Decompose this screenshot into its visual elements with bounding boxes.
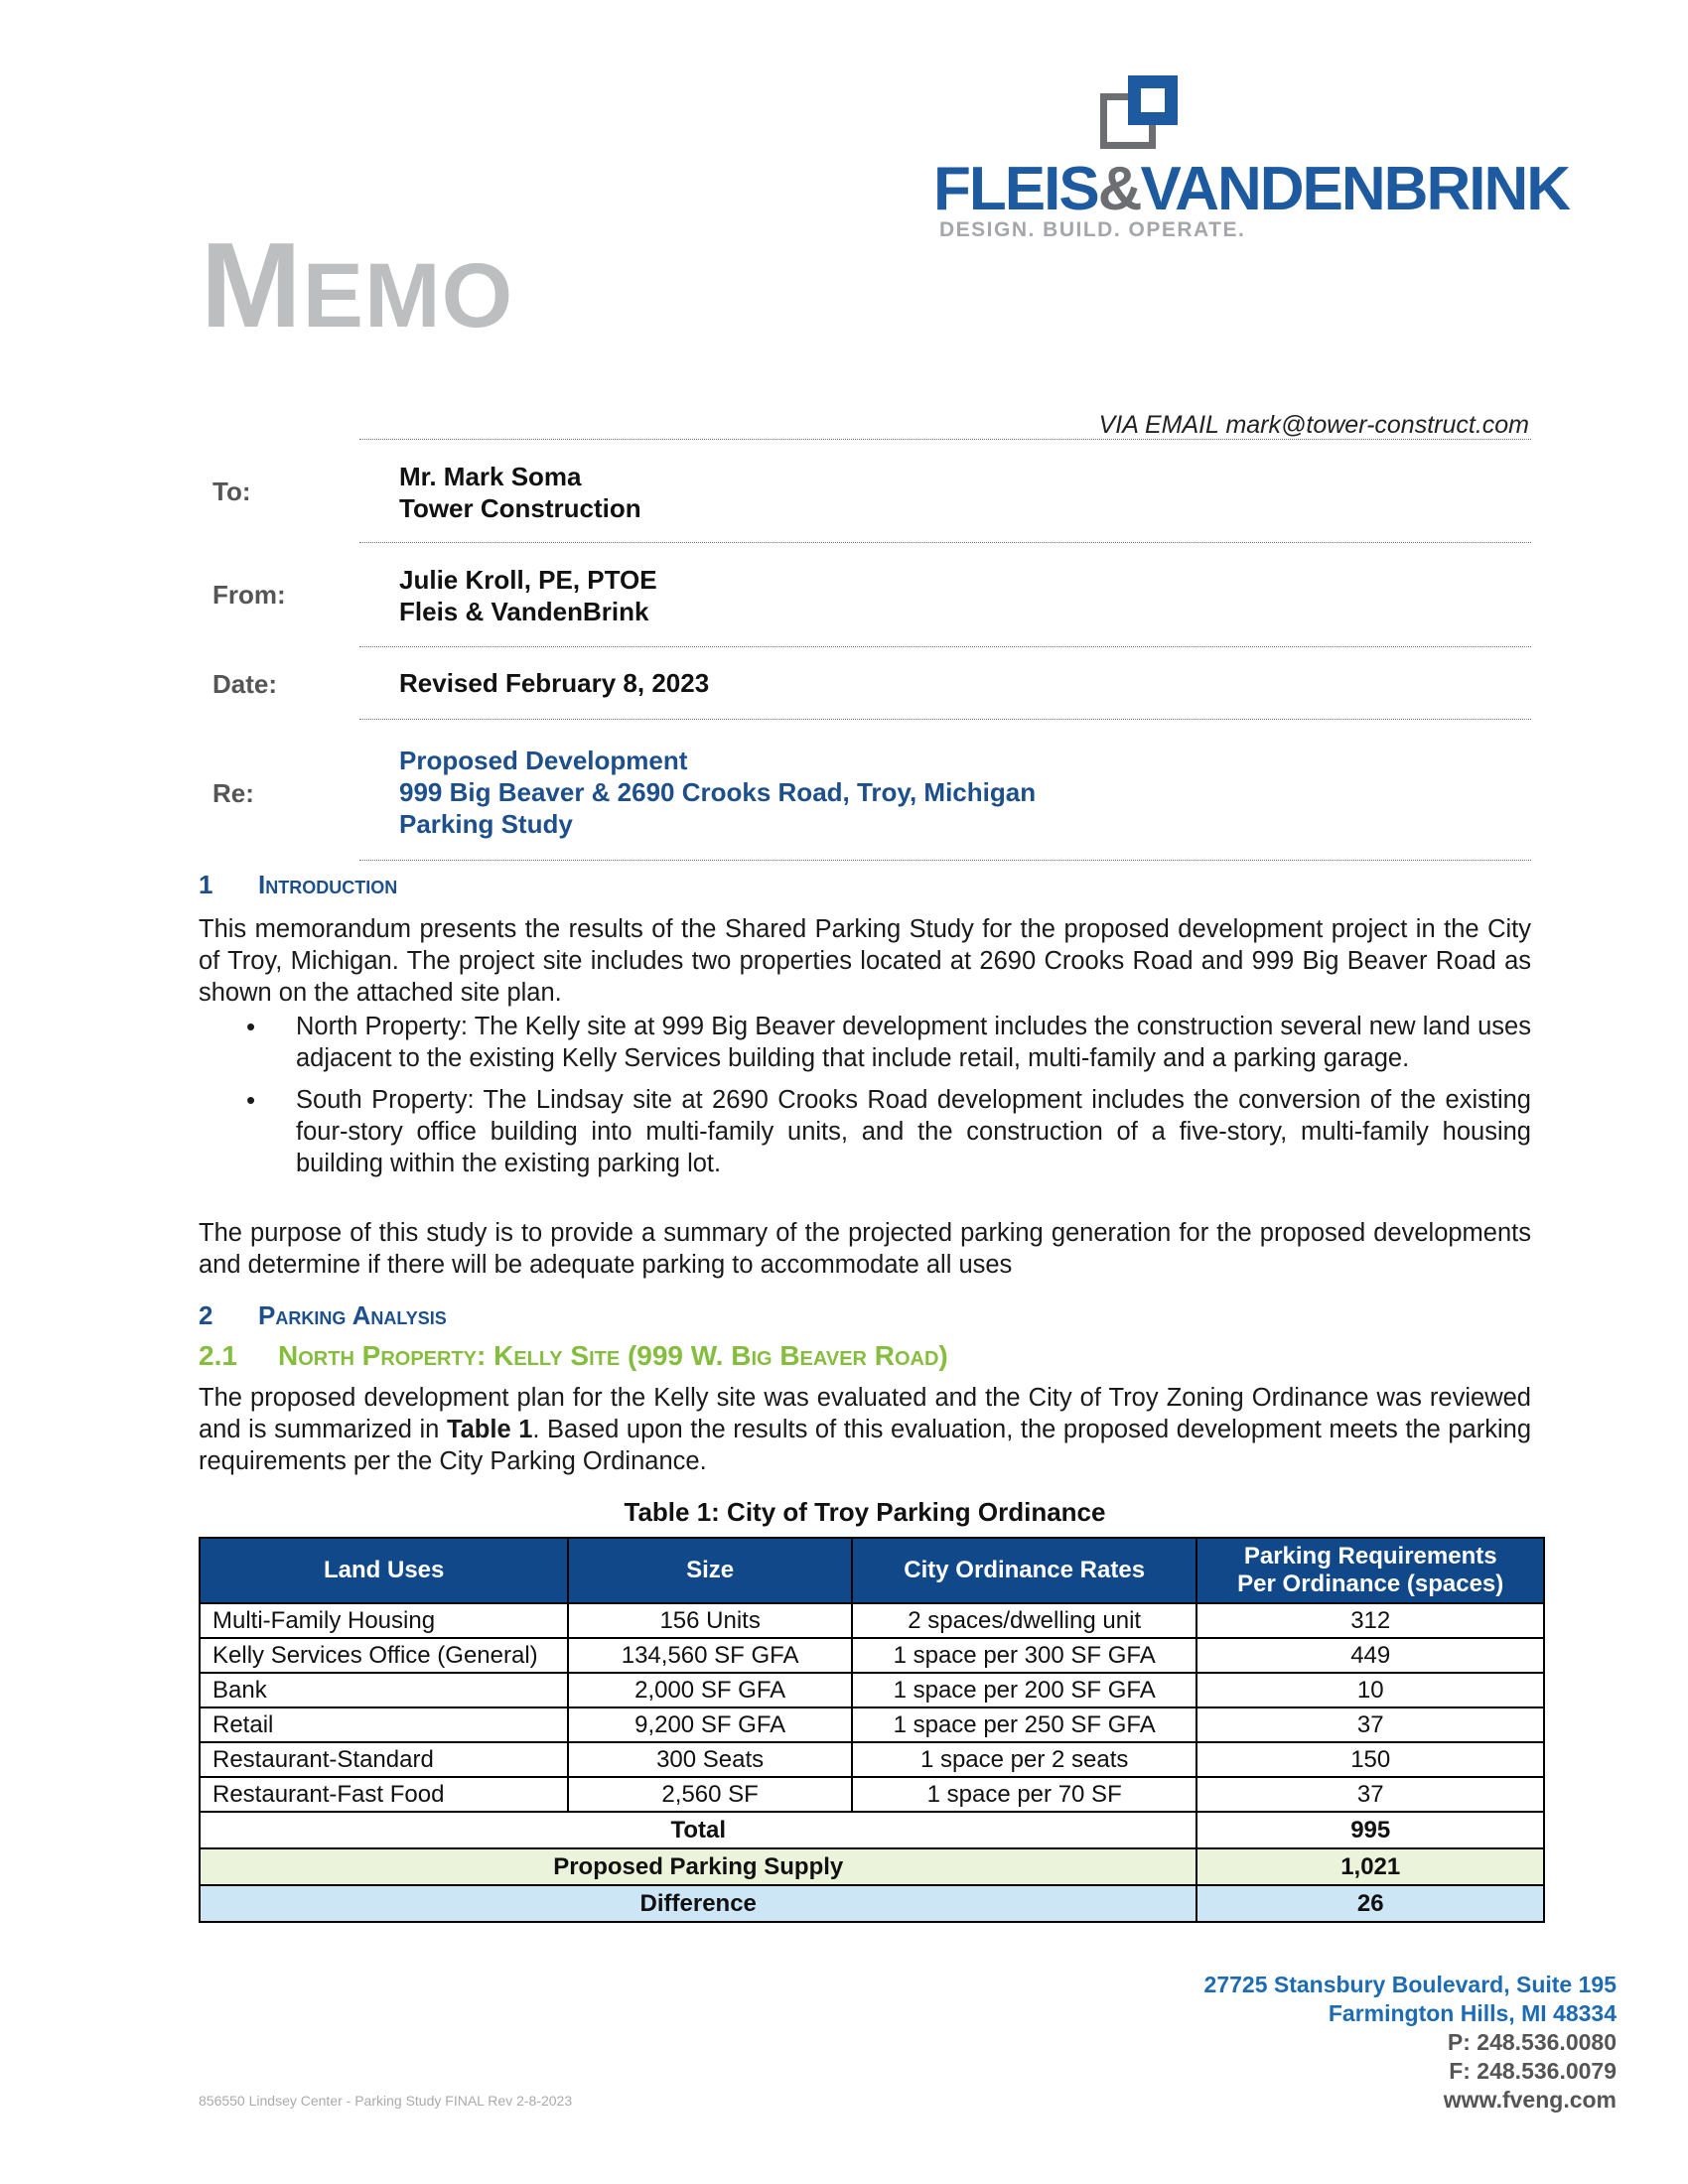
rate-cell: 1 space per 200 SF GFA xyxy=(852,1673,1197,1707)
size-cell: 134,560 SF GFA xyxy=(568,1638,852,1673)
via-email: VIA EMAIL mark@tower-construct.com xyxy=(1098,411,1529,439)
table-row xyxy=(200,1603,1544,1638)
rate-cell: 1 space per 250 SF GFA xyxy=(852,1707,1197,1742)
column-header: Parking Requirements Per Ordinance (spaces) xyxy=(1196,1538,1544,1603)
spaces-cell: 312 xyxy=(1196,1603,1544,1638)
logo-tagline: DESIGN. BUILD. OPERATE. xyxy=(939,218,1246,241)
company-address-block xyxy=(1204,1971,1617,2115)
to-label: To: xyxy=(212,477,251,506)
spaces-cell: 150 xyxy=(1196,1742,1544,1777)
supply-label: Proposed Parking Supply xyxy=(200,1848,1196,1885)
land-use-cell: Kelly Services Office (General) xyxy=(200,1638,568,1673)
phone-number: P: 248.536.0080 xyxy=(1447,2029,1617,2055)
size-cell: 2,560 SF xyxy=(568,1777,852,1812)
re-label: Re: xyxy=(212,778,254,808)
size-cell: 300 Seats xyxy=(568,1742,852,1777)
land-use-cell: Restaurant-Fast Food xyxy=(200,1777,568,1812)
header-divider xyxy=(359,860,1531,861)
column-header: Land Uses xyxy=(200,1538,568,1603)
land-use-cell: Restaurant-Standard xyxy=(200,1742,568,1777)
address-line: 27725 Stansbury Boulevard, Suite 195 xyxy=(1203,1972,1617,1997)
logo-wordmark: FLEIS&VANDENBRINK xyxy=(933,155,1569,223)
memo-title: MEMO xyxy=(201,217,514,352)
total-value: 995 xyxy=(1196,1812,1544,1848)
rate-cell: 1 space per 300 SF GFA xyxy=(852,1638,1197,1673)
header-divider xyxy=(359,542,1531,543)
rate-cell: 2 spaces/dwelling unit xyxy=(852,1603,1197,1638)
date-value: Revised February 8, 2023 xyxy=(399,668,710,698)
from-name: Julie Kroll, PE, PTOE xyxy=(399,565,657,595)
company-logo xyxy=(933,71,1609,250)
supply-row xyxy=(200,1848,1544,1885)
header-divider xyxy=(359,439,1531,440)
table-row xyxy=(200,1638,1544,1673)
table-header-row xyxy=(200,1538,1544,1603)
list-item: • South Property: The Lindsay site at 2690 Crooks Road development includes the conversion of the existing four-story office building into multi-family units, and the construction of a five-story, multi-family housing building within the existing parking lot. xyxy=(296,1084,1531,1179)
intro-paragraph: This memorandum presents the results of the Shared Parking Study for the proposed development project in the City of Troy, Michigan. The project site includes two properties located at 2690 Crooks Road and 999 Big Beaver Road as shown on the attached site plan. xyxy=(199,915,1531,1007)
total-row xyxy=(200,1812,1544,1848)
table-caption: Table 1: City of Troy Parking Ordinance xyxy=(624,1497,1106,1527)
total-label: Total xyxy=(200,1812,1196,1848)
difference-row xyxy=(200,1885,1544,1922)
land-use-cell: Retail xyxy=(200,1707,568,1742)
from-label: From: xyxy=(212,580,286,610)
list-item: • North Property: The Kelly site at 999 Big Beaver development includes the construction several new land uses adjacent to the existing Kelly Services building that include retail, multi-family and a parking garage. xyxy=(296,1011,1531,1074)
re-line: Proposed Development xyxy=(399,746,688,775)
from-value xyxy=(399,564,657,627)
rate-cell: 1 space per 2 seats xyxy=(852,1742,1197,1777)
difference-value: 26 xyxy=(1196,1885,1544,1922)
address-line: Farmington Hills, MI 48334 xyxy=(1328,2000,1617,2026)
size-cell: 2,000 SF GFA xyxy=(568,1673,852,1707)
supply-value: 1,021 xyxy=(1196,1848,1544,1885)
size-cell: 156 Units xyxy=(568,1603,852,1638)
date-label: Date: xyxy=(212,669,278,699)
document-reference: 856550 Lindsey Center - Parking Study FINAL Rev 2-8-2023 xyxy=(199,2093,573,2109)
section-2-1-heading: 2.1 North Property: Kelly Site (999 W. Big Beaver Road) xyxy=(199,1340,948,1371)
size-cell: 9,200 SF GFA xyxy=(568,1707,852,1742)
column-header: Size xyxy=(568,1538,852,1603)
to-name: Mr. Mark Soma xyxy=(399,462,582,491)
spaces-cell: 10 xyxy=(1196,1673,1544,1707)
fax-number: F: 248.536.0079 xyxy=(1449,2058,1617,2084)
re-line: 999 Big Beaver & 2690 Crooks Road, Troy, Michigan xyxy=(399,777,1037,807)
section-1-heading: 1 Introduction xyxy=(199,870,398,899)
purpose-paragraph: The purpose of this study is to provide a summary of the projected parking generation for the proposed developments and determine if there will be adequate parking to accommodate all uses xyxy=(199,1219,1531,1279)
re-line: Parking Study xyxy=(399,809,573,839)
table-row xyxy=(200,1777,1544,1812)
land-use-cell: Bank xyxy=(200,1673,568,1707)
re-value xyxy=(399,745,1036,840)
kelly-paragraph: The proposed development plan for the Kelly site was evaluated and the City of Troy Zoning Ordinance was reviewed and is summarized in Table 1. Based upon the results of this evaluation, the proposed development meets the parking requirements per the City Parking Ordinance. xyxy=(199,1384,1532,1475)
column-header: City Ordinance Rates xyxy=(852,1538,1197,1603)
website-link[interactable]: www.fveng.com xyxy=(1443,2087,1617,2113)
table-row xyxy=(200,1707,1544,1742)
spaces-cell: 449 xyxy=(1196,1638,1544,1673)
parking-ordinance-table xyxy=(199,1537,1545,1923)
rate-cell: 1 space per 70 SF xyxy=(852,1777,1197,1812)
spaces-cell: 37 xyxy=(1196,1777,1544,1812)
property-list xyxy=(199,1011,1531,1189)
header-divider xyxy=(359,646,1531,647)
land-use-cell: Multi-Family Housing xyxy=(200,1603,568,1638)
header-divider xyxy=(359,719,1531,720)
to-value xyxy=(399,461,641,524)
table-row xyxy=(200,1673,1544,1707)
section-2-heading: 2 Parking Analysis xyxy=(199,1300,447,1330)
to-company: Tower Construction xyxy=(399,493,641,523)
table-row xyxy=(200,1742,1544,1777)
from-company: Fleis & VandenBrink xyxy=(399,597,649,626)
logo-mark-icon xyxy=(1100,75,1180,155)
spaces-cell: 37 xyxy=(1196,1707,1544,1742)
difference-label: Difference xyxy=(200,1885,1196,1922)
